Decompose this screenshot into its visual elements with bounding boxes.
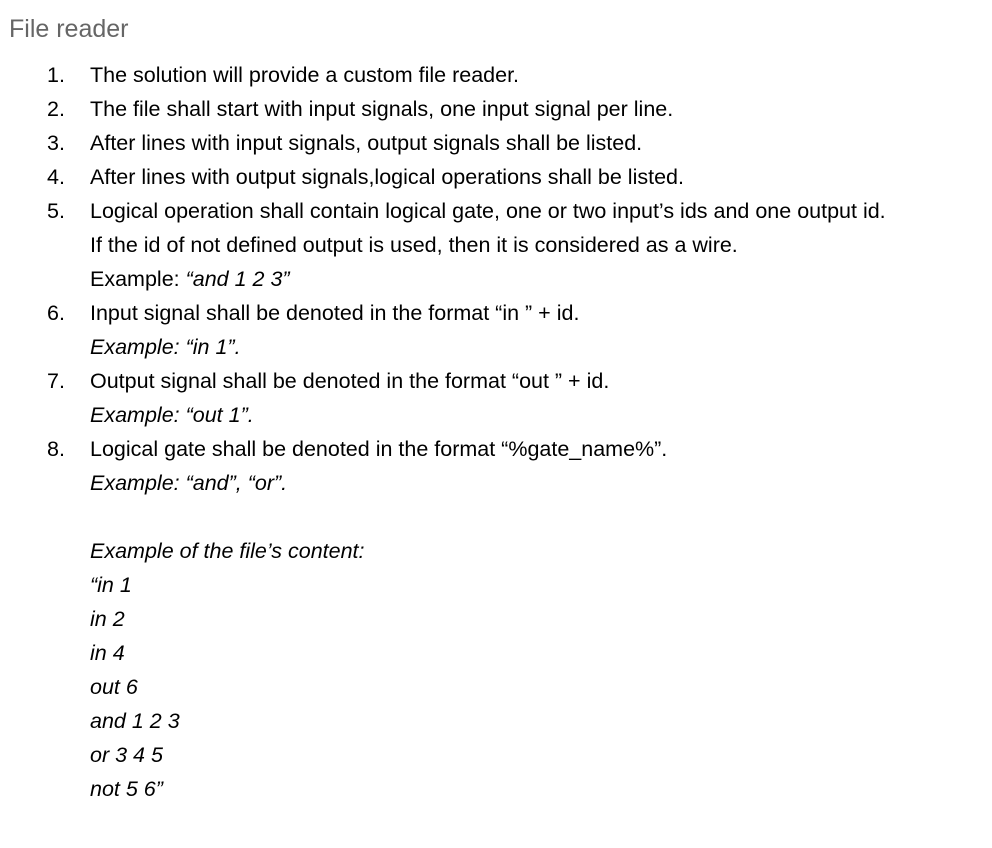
list-item-number: 5. <box>47 199 65 223</box>
list-item-line <box>0 194 992 228</box>
list-item-line <box>0 126 992 160</box>
spacer <box>0 500 992 534</box>
list-item-example: “and 1 2 3” <box>185 267 290 291</box>
example-heading-line <box>0 534 992 568</box>
list-item-line <box>0 92 992 126</box>
example-line <box>0 738 992 772</box>
list-item-text: If the id of not defined output is used, then it is considered as a wire. <box>90 233 738 257</box>
list-item-number: 1. <box>47 63 65 87</box>
list-item-number: 3. <box>47 131 65 155</box>
list-item-text: After lines with input signals, output signals shall be listed. <box>90 131 643 155</box>
example-line <box>0 602 992 636</box>
list-item-text: Output signal shall be denoted in the format “out ” + id. <box>90 369 610 393</box>
list-item-line <box>0 330 992 364</box>
list-item-text: Input signal shall be denoted in the format “in ” + id. <box>90 301 580 325</box>
list-item-text: Example: “and”, “or”. <box>90 471 288 495</box>
list-item-text: The file shall start with input signals, one input signal per line. <box>90 97 674 121</box>
example-line-text: not 5 6” <box>90 777 163 801</box>
list-item-line <box>0 262 992 296</box>
example-line-text: or 3 4 5 <box>90 743 163 767</box>
example-line-text: in 2 <box>90 607 125 631</box>
list-item-line <box>0 228 992 262</box>
list-item-text: Example: “out 1”. <box>90 403 254 427</box>
example-line <box>0 772 992 806</box>
example-line <box>0 670 992 704</box>
list-item-text: Example: “and 1 2 3” <box>90 267 290 291</box>
list-item-number: 8. <box>47 437 65 461</box>
list-item-line <box>0 364 992 398</box>
example-line <box>0 568 992 602</box>
list-item-number: 4. <box>47 165 65 189</box>
example-line-text: in 4 <box>90 641 125 665</box>
example-line <box>0 636 992 670</box>
list-item-text: Example: “in 1”. <box>90 335 241 359</box>
list-item-text: Logical gate shall be denoted in the format “%gate_name%”. <box>90 437 668 461</box>
list-item-number: 7. <box>47 369 65 393</box>
list-item-line <box>0 160 992 194</box>
example-line-text: and 1 2 3 <box>90 709 180 733</box>
list-item-text: Logical operation shall contain logical gate, one or two input’s ids and one output id. <box>90 199 886 223</box>
example-line-text: out 6 <box>90 675 138 699</box>
list-item-number: 2. <box>47 97 65 121</box>
list-item-line <box>0 296 992 330</box>
requirements-list <box>0 58 992 806</box>
list-item-line <box>0 432 992 466</box>
example-heading: Example of the file’s content: <box>90 539 365 563</box>
list-item-line <box>0 466 992 500</box>
list-item-text: After lines with output signals,logical operations shall be listed. <box>90 165 684 189</box>
list-item-number: 6. <box>47 301 65 325</box>
example-line-text: “in 1 <box>90 573 132 597</box>
list-item-line <box>0 58 992 92</box>
page-title: File reader <box>9 15 129 43</box>
example-line <box>0 704 992 738</box>
list-item-line <box>0 398 992 432</box>
list-item-text: The solution will provide a custom file reader. <box>90 63 520 87</box>
